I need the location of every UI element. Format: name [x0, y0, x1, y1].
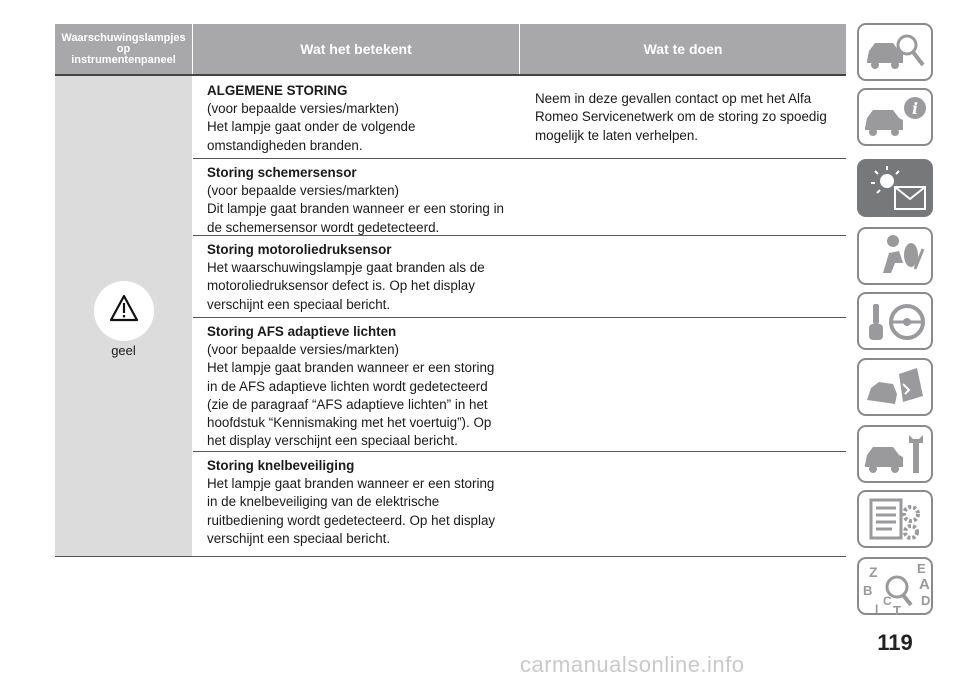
header-line-3: instrumentenpaneel	[71, 53, 176, 66]
meaning-cell	[207, 323, 519, 450]
index-letter: C	[883, 594, 892, 608]
meaning-cell	[207, 241, 519, 314]
row-text: (voor bepaalde versies/markten)	[207, 101, 400, 117]
alphabet-index-icon	[859, 559, 931, 617]
row-text: Het lampje gaat branden wanneer er een storing	[207, 476, 495, 492]
car-crash-icon	[859, 360, 931, 414]
row-text: (zie de paragraaf “AFS adaptieve lichten” in het	[207, 396, 488, 412]
row-text: Het waarschuwingslampje gaat branden als de	[207, 260, 485, 276]
chapter-tab-starting-driving[interactable]	[857, 292, 933, 350]
header-line-2: op	[116, 42, 131, 55]
table-row	[193, 158, 846, 236]
row-title: Storing AFS adaptieve lichten	[207, 324, 397, 339]
header-line-1: Waarschuwingslampjes	[61, 31, 186, 44]
page-number: 119	[877, 630, 913, 655]
key-steering-wheel-icon	[859, 294, 931, 348]
table-row	[193, 235, 846, 318]
chapter-tab-car-info[interactable]	[857, 88, 933, 146]
action-text: Neem in deze gevallen contact op met het Alfa	[535, 91, 812, 106]
meaning-cell	[207, 164, 519, 237]
index-letter: D	[921, 593, 931, 608]
index-letter: T	[893, 603, 901, 617]
color-label: geel	[111, 343, 136, 358]
row-text: hoofdstuk “Kennismaking met het voertuig”). Op	[207, 415, 492, 431]
row-title: Storing motoroliedruksensor	[207, 242, 392, 257]
row-text: verschijnt een speciaal bericht.	[207, 296, 391, 312]
list-gear-icon	[859, 492, 931, 546]
table-bottom-divider	[55, 556, 846, 557]
table-row	[193, 451, 846, 556]
header-meaning: Wat het betekent	[193, 24, 519, 74]
row-text: omstandigheden branden.	[207, 137, 363, 153]
row-text: Het lampje gaat branden wanneer er een storing	[207, 360, 495, 376]
table-row	[193, 317, 846, 452]
row-text: (voor bepaalde versies/markten)	[207, 183, 400, 199]
action-text: Romeo Servicenetwerk om de storing zo spoedig	[535, 109, 827, 125]
index-letter: I	[875, 602, 879, 616]
chapter-tab-technical-data[interactable]	[857, 490, 933, 548]
row-text: de schemersensor wordt gedetecteerd.	[207, 219, 440, 235]
warning-light-column	[55, 76, 192, 556]
warning-triangle-icon	[94, 281, 154, 341]
airbag-person-icon	[859, 229, 931, 283]
row-text: het display verschijnt een speciaal bericht.	[207, 433, 458, 449]
row-text: motoroliedruksensor defect is. Op het display	[207, 278, 475, 294]
row-text: in de knelbeveiliging van de elektrische	[207, 494, 440, 510]
row-title: Storing knelbeveiliging	[207, 458, 355, 473]
action-cell	[535, 90, 845, 145]
index-letter: Z	[869, 564, 878, 580]
chapter-tab-warning-lights[interactable]	[857, 159, 933, 217]
row-text: ruitbediening wordt gedetecteerd. Op het display	[207, 512, 496, 528]
index-letter: B	[863, 583, 873, 598]
table-row	[193, 76, 846, 159]
index-letter: A	[919, 576, 930, 593]
header-action: Wat te doen	[520, 24, 846, 74]
chapter-tab-index[interactable]	[857, 557, 933, 615]
index-letter: E	[917, 561, 926, 576]
action-text: mogelijk te laten verhelpen.	[535, 127, 699, 143]
meaning-cell	[207, 457, 519, 548]
row-text: Dit lampje gaat branden wanneer er een storing in	[207, 201, 505, 217]
watermark: carmanualsonline.info	[520, 652, 745, 677]
header-warning-lights	[55, 24, 192, 74]
car-search-icon	[859, 25, 931, 79]
row-title: ALGEMENE STORING	[207, 83, 348, 98]
chapter-tab-maintenance[interactable]	[857, 425, 933, 483]
svg-text:i: i	[911, 99, 919, 118]
row-text: (voor bepaalde versies/markten)	[207, 342, 400, 358]
car-info-icon	[859, 90, 931, 144]
row-text: in de AFS adaptieve lichten wordt gedetecteerd	[207, 378, 488, 394]
row-text: Het lampje gaat onder de volgende	[207, 119, 416, 135]
chapter-tab-emergency[interactable]	[857, 358, 933, 416]
chapter-tab-car-search[interactable]	[857, 23, 933, 81]
warning-light-message-icon	[859, 161, 931, 215]
meaning-cell	[207, 82, 519, 155]
row-title: Storing schemersensor	[207, 165, 357, 180]
row-text: verschijnt een speciaal bericht.	[207, 530, 391, 546]
car-wrench-icon	[859, 427, 931, 481]
chapter-tab-safety[interactable]	[857, 227, 933, 285]
